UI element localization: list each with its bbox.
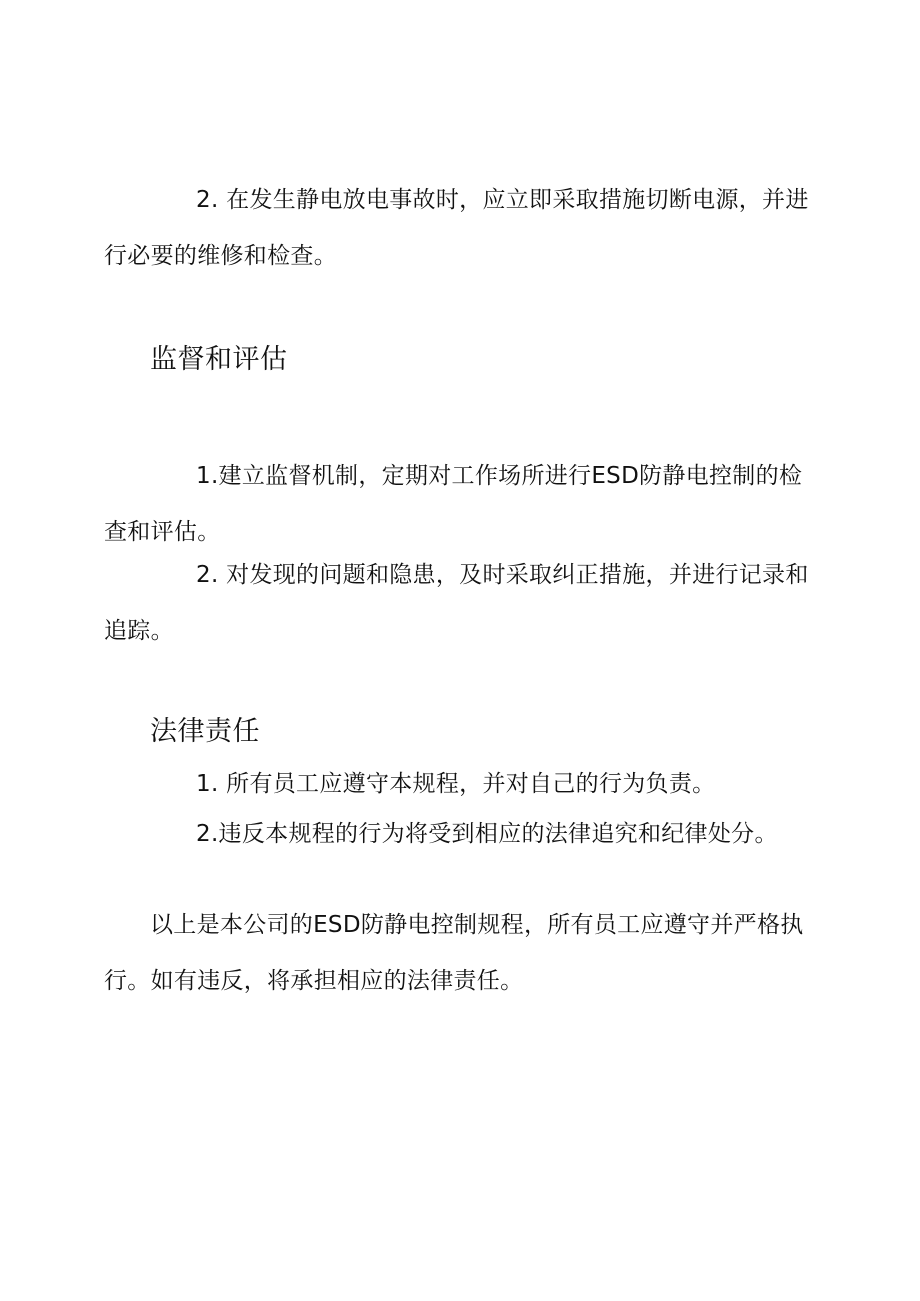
conclusion-text: 以上是本公司的ESD防静电控制规程，所有员工应遵守并严格执行。如有违反，将承担相应的法律责任。 (104, 912, 804, 994)
item-number: 1 (196, 463, 211, 489)
item-text: . 在发生静电放电事故时，应立即采取措施切断电源，并进行必要的维修和检查。 (104, 187, 809, 269)
conclusion-paragraph (104, 897, 816, 1009)
item-number: 2 (196, 562, 211, 588)
list-item (104, 172, 816, 284)
item-number: 2 (196, 821, 211, 847)
item-number: 1 (196, 771, 211, 797)
list-item (104, 756, 816, 812)
item-number: 2 (196, 187, 211, 213)
item-text: .建立监督机制，定期对工作场所进行ESD防静电控制的检查和评估。 (104, 463, 803, 545)
item-text: . 对发现的问题和隐患，及时采取纠正措施，并进行记录和追踪。 (104, 562, 809, 644)
section-heading-supervision: 监督和评估 (150, 344, 288, 375)
item-text: . 所有员工应遵守本规程，并对自己的行为负责。 (210, 771, 716, 797)
section-heading-legal: 法律责任 (150, 716, 260, 747)
list-item (104, 448, 816, 560)
list-item (104, 806, 816, 862)
list-item (104, 547, 816, 659)
item-text: .违反本规程的行为将受到相应的法律追究和纪律处分。 (210, 821, 778, 847)
